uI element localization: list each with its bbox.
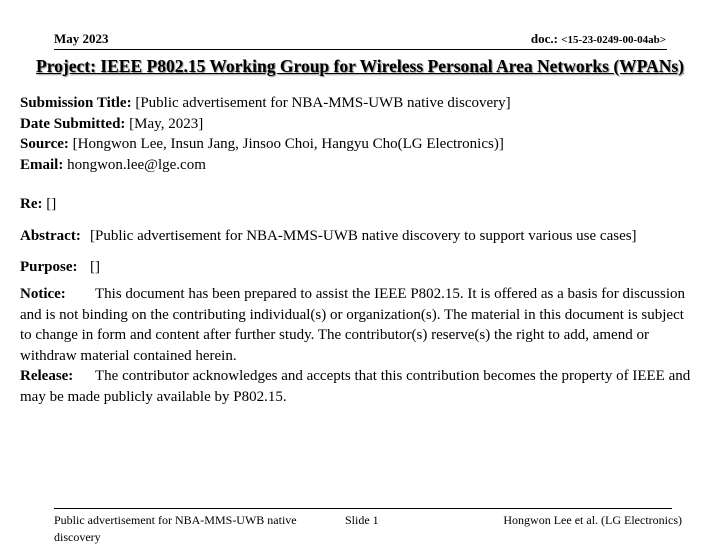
date-submitted-value: [May, 2023]	[129, 115, 204, 132]
submission-title-label: Submission Title:	[20, 95, 132, 111]
doc-label: doc.:	[530, 31, 562, 46]
header-rule	[54, 49, 667, 50]
footer-right: Hongwon Lee et al. (LG Electronics)	[503, 513, 682, 527]
release-text: The contributor acknowledges and accepts that this contribution becomes the property of IEEE and may be made publicly available by P802.15.	[20, 368, 691, 405]
notice-label: Notice:	[20, 286, 66, 302]
abstract-line	[20, 228, 637, 245]
header-date: May 2023	[54, 31, 109, 46]
release-paragraph	[20, 366, 695, 407]
email-label: Email:	[20, 156, 64, 173]
email-value: hongwon.lee@lge.com	[67, 156, 206, 173]
submission-title-value: [Public advertisement for NBA-MMS-UWB native discovery]	[135, 95, 511, 111]
re-value: []	[46, 196, 57, 212]
release-label: Release:	[20, 368, 74, 384]
project-title	[22, 56, 698, 77]
abstract-label: Abstract:	[20, 228, 81, 244]
purpose-label: Purpose:	[20, 259, 78, 275]
footer-rule	[54, 508, 672, 509]
date-submitted-line	[20, 114, 700, 135]
notice-paragraph	[20, 284, 695, 366]
source-value: [Hongwon Lee, Insun Jang, Jinsoo Choi, Hangyu Cho(LG Electronics)]	[72, 136, 504, 152]
re-label: Re:	[20, 196, 43, 212]
purpose-value: []	[90, 259, 100, 275]
project-title-text: Project: IEEE P802.15 Working Group for Wireless Personal Area Networks (WPANs)	[36, 56, 684, 76]
footer-left: Public advertisement for NBA-MMS-UWB native discovery	[54, 513, 297, 544]
source-label: Source:	[20, 136, 69, 152]
notice-release-block	[20, 284, 695, 407]
footer-slide-number: Slide 1	[345, 513, 379, 527]
purpose-line	[20, 259, 100, 276]
email-line	[20, 155, 700, 176]
submission-info	[20, 93, 700, 175]
abstract-value: [Public advertisement for NBA-MMS-UWB native discovery to support various use cases]	[90, 228, 637, 244]
re-line	[20, 196, 56, 213]
doc-number: <15-23-0249-00-04ab>	[561, 34, 666, 46]
source-line	[20, 134, 700, 155]
header-doc-id	[531, 31, 666, 47]
submission-title-line	[20, 93, 700, 114]
date-submitted-label: Date Submitted:	[20, 115, 126, 132]
notice-text: This document has been prepared to assist the IEEE P802.15. It is offered as a basis for discussion and is not binding on the contributing individual(s) or organization(s). The material in this document is subject to change in form and content after further study. The contributor(s) reserve(s) the right to add, amend or withdraw material contained herein.	[20, 286, 686, 364]
